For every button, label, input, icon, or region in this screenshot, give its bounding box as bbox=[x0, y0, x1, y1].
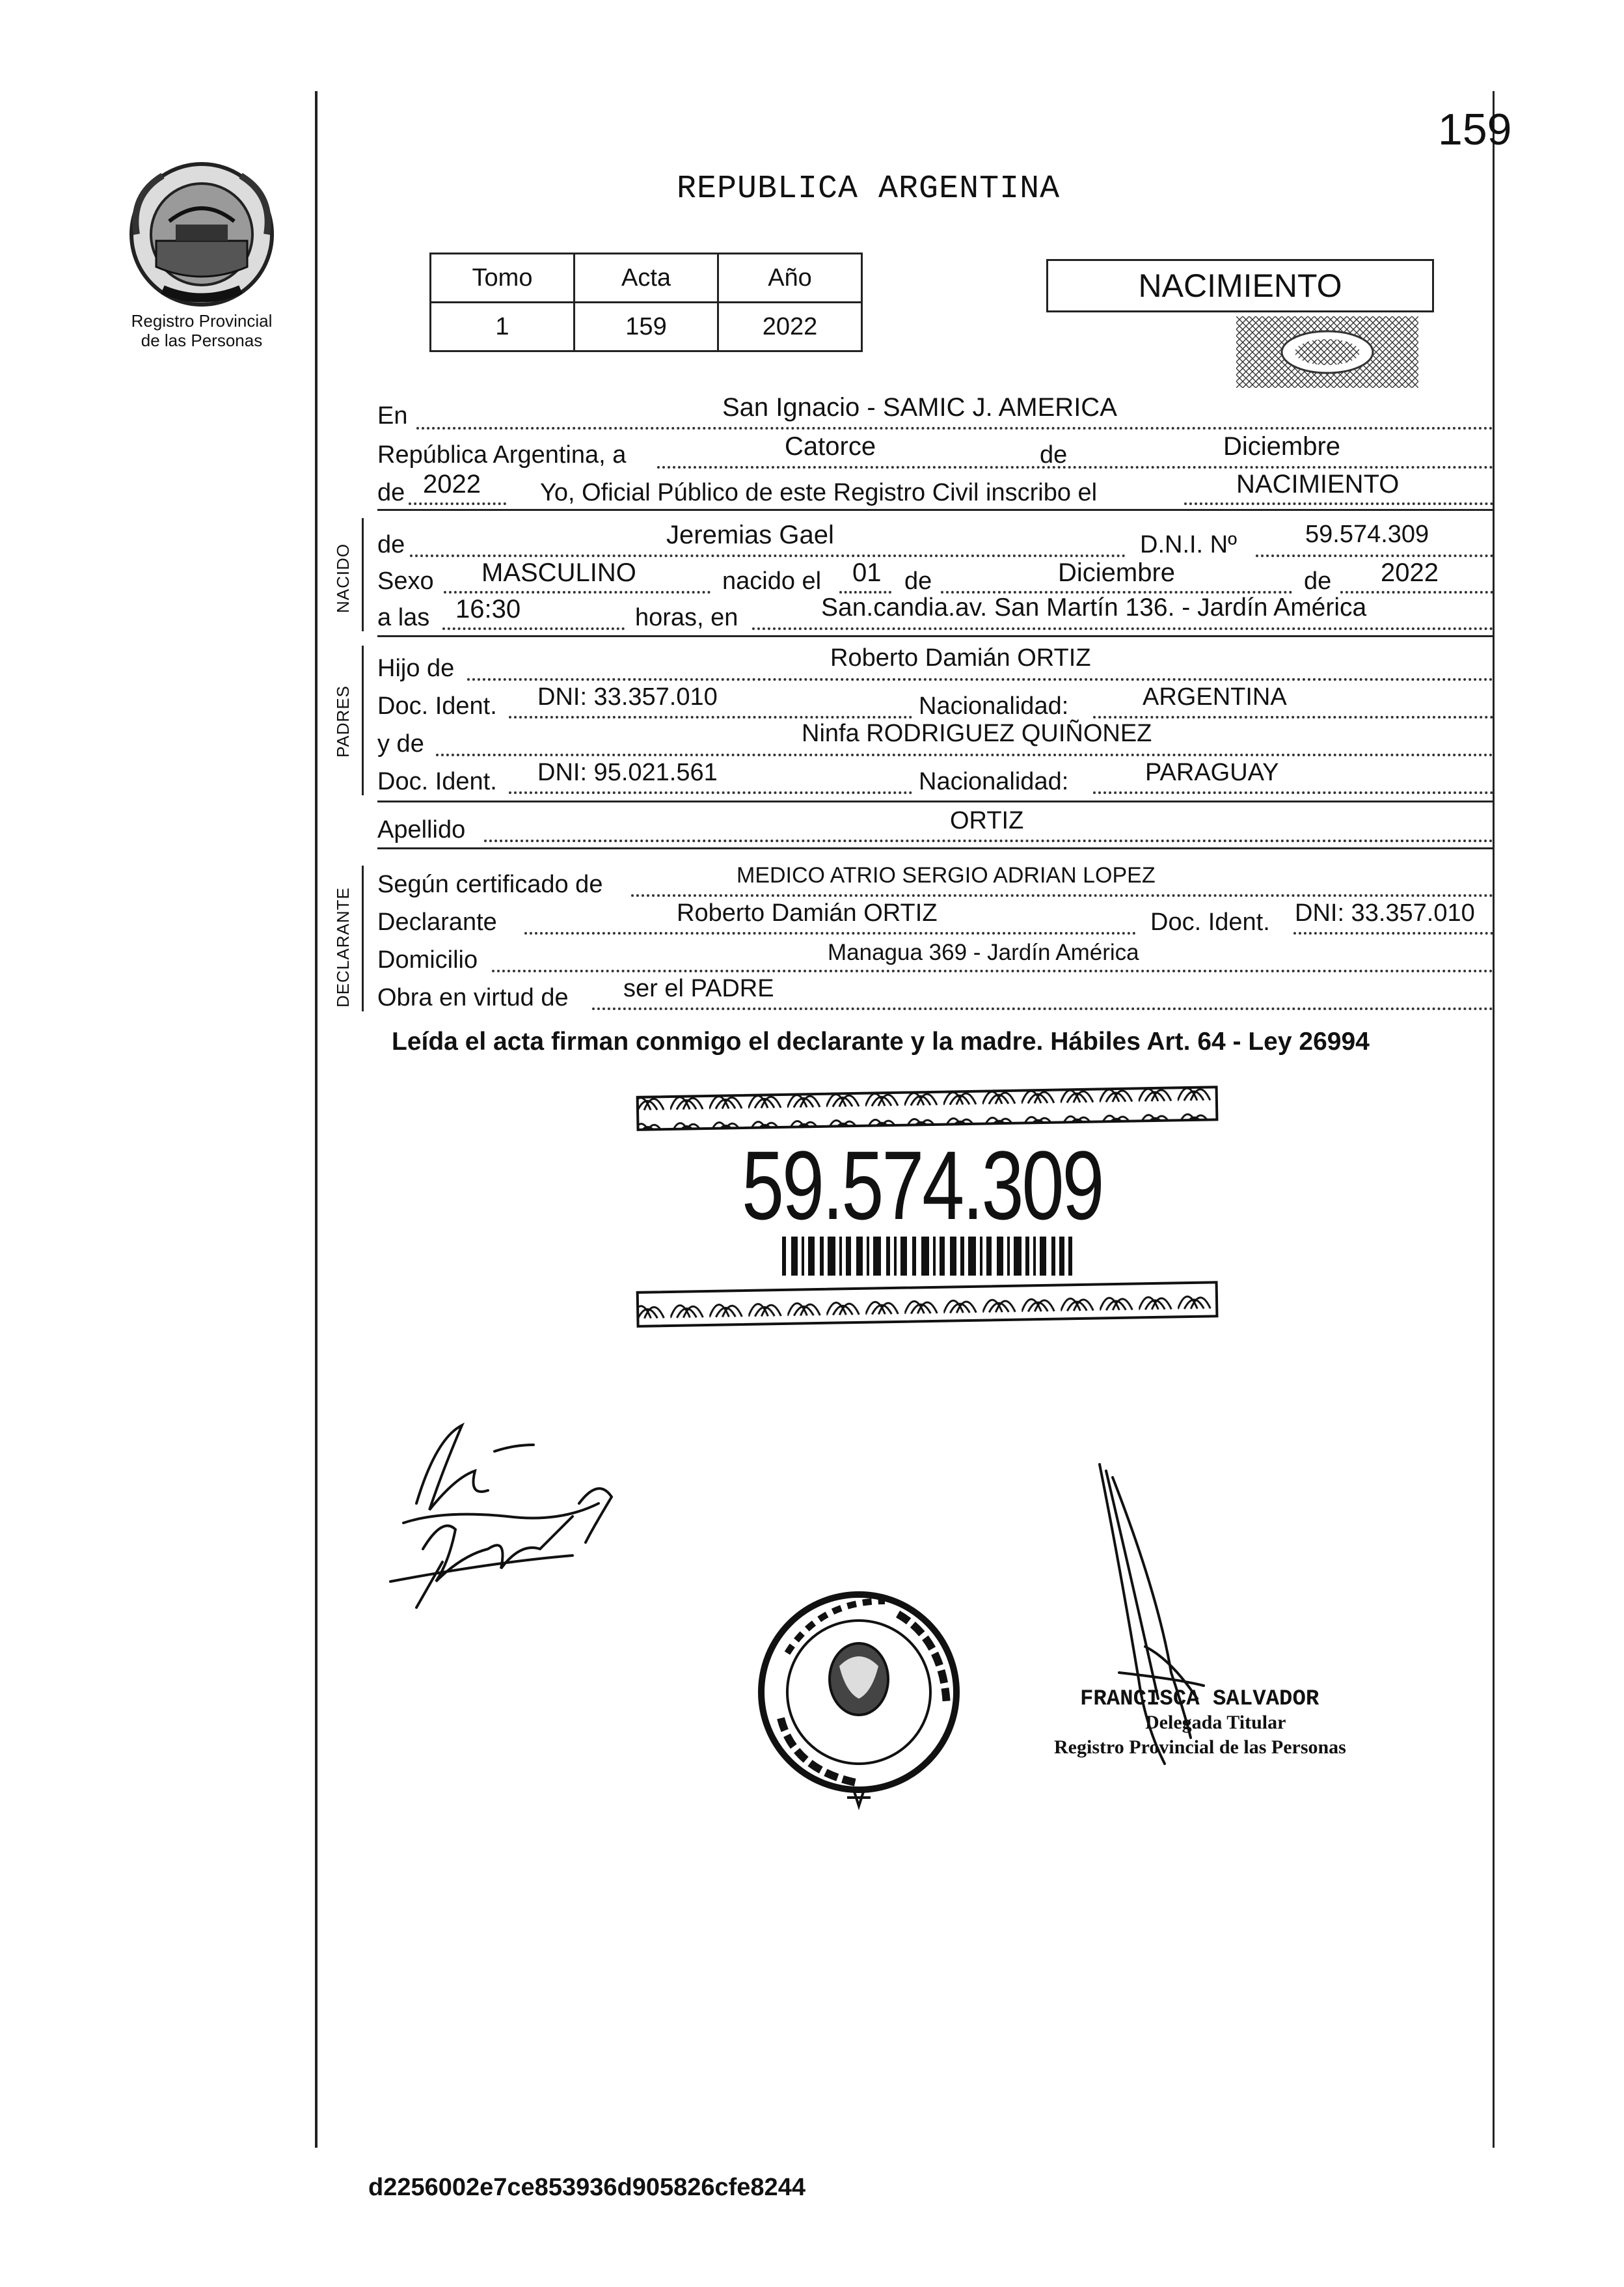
page-number: 159 bbox=[1438, 105, 1512, 154]
sexo-dots bbox=[444, 591, 710, 594]
record-value-ano: 2022 bbox=[718, 303, 862, 351]
father-doc-label: Doc. Ident. bbox=[377, 692, 497, 720]
nacido-section-label: NACIDO bbox=[333, 543, 353, 613]
de-label-2: de bbox=[377, 479, 405, 506]
padres-section-label: PADRES bbox=[333, 685, 353, 758]
declarant-doc-value: DNI: 33.357.010 bbox=[1295, 899, 1475, 927]
father-nationality-label: Nacionalidad: bbox=[919, 692, 1069, 720]
signatures-and-stamp bbox=[364, 1399, 1470, 1868]
republic-label: República Argentina, a bbox=[377, 441, 627, 469]
apellido-value: ORTIZ bbox=[950, 807, 1024, 834]
declarante-bracket bbox=[362, 866, 364, 1011]
registrar-office: Registro Provincial de las Personas bbox=[1054, 1736, 1346, 1758]
mother-nationality-value: PARAGUAY bbox=[1145, 759, 1279, 786]
birth-de-label: de bbox=[904, 568, 932, 595]
birth-time-value: 16:30 bbox=[455, 595, 521, 623]
nacido-bracket bbox=[362, 518, 364, 631]
right-margin-line bbox=[1493, 91, 1495, 2148]
mother-nationality-label: Nacionalidad: bbox=[919, 768, 1069, 795]
declarant-doc-label: Doc. Ident. bbox=[1150, 909, 1270, 936]
record-header-ano: Año bbox=[718, 254, 862, 303]
mother-doc-value: DNI: 95.021.561 bbox=[537, 759, 718, 786]
registry-label-line-2: de las Personas bbox=[141, 331, 263, 350]
capacity-dots bbox=[592, 1007, 1493, 1010]
father-doc-value: DNI: 33.357.010 bbox=[537, 683, 718, 711]
apellido-label: Apellido bbox=[377, 816, 466, 843]
obra-label: Obra en virtud de bbox=[377, 984, 569, 1011]
mother-name-value: Ninfa RODRIGUEZ QUIÑONEZ bbox=[802, 720, 1152, 747]
year-value: 2022 bbox=[423, 470, 481, 499]
month-value: Diciembre bbox=[1223, 432, 1341, 461]
padres-separator bbox=[377, 801, 1494, 802]
sexo-value: MASCULINO bbox=[481, 558, 636, 587]
place-value: San Ignacio - SAMIC J. AMERICA bbox=[722, 393, 1117, 422]
address-value: Managua 369 - Jardín América bbox=[828, 940, 1139, 965]
statement-text: Yo, Oficial Público de este Registro Civil inscribo el bbox=[540, 479, 1098, 506]
birth-place-value: San.candia.av. San Martín 136. - Jardín América bbox=[821, 594, 1367, 622]
acta-type-box: NACIMIENTO bbox=[1046, 259, 1434, 312]
de-label-1: de bbox=[1040, 441, 1068, 469]
birth-de-label-2: de bbox=[1304, 568, 1332, 595]
mother-doc-label: Doc. Ident. bbox=[377, 768, 497, 795]
name-dots bbox=[410, 555, 1126, 557]
father-name-value: Roberto Damián ORTIZ bbox=[830, 644, 1091, 672]
act-name-value: NACIMIENTO bbox=[1236, 470, 1400, 499]
official-round-stamp bbox=[761, 1595, 956, 1806]
declarante-label: Declarante bbox=[377, 909, 497, 936]
certificate-label: Según certificado de bbox=[377, 871, 603, 898]
birth-year-value: 2022 bbox=[1381, 558, 1439, 587]
father-dots bbox=[467, 678, 1493, 681]
hijo-de-label: Hijo de bbox=[377, 655, 455, 682]
apellido-dots bbox=[484, 840, 1493, 842]
father-doc-dots bbox=[509, 716, 912, 719]
dni-dots bbox=[1256, 555, 1493, 557]
father-nationality-dots bbox=[1093, 716, 1493, 719]
nacido-de-label: de bbox=[377, 531, 405, 558]
record-value-acta: 159 bbox=[575, 303, 718, 351]
mother-dots bbox=[436, 754, 1493, 756]
birth-day-value: 01 bbox=[852, 558, 882, 587]
mother-doc-dots bbox=[509, 791, 912, 794]
horas-label: horas, en bbox=[635, 604, 738, 631]
child-dni-value: 59.574.309 bbox=[1305, 521, 1429, 548]
dni-sticker-number: 59.574.309 bbox=[742, 1130, 1103, 1240]
birth-place-dots bbox=[752, 627, 1493, 630]
registrar-name: FRANCISCA SALVADOR bbox=[1080, 1687, 1320, 1712]
domicilio-label: Domicilio bbox=[377, 946, 478, 974]
declarant-name-value: Roberto Damián ORTIZ bbox=[677, 899, 938, 927]
declarant-doc-dots bbox=[1293, 932, 1493, 935]
record-table bbox=[429, 253, 863, 352]
time-dots bbox=[442, 627, 625, 630]
dni-label: D.N.I. Nº bbox=[1140, 531, 1237, 558]
year-dots bbox=[409, 502, 506, 505]
republic-dots bbox=[657, 466, 1493, 469]
nacido-el-label: nacido el bbox=[722, 568, 822, 595]
record-header-tomo: Tomo bbox=[431, 254, 575, 303]
mother-nationality-dots bbox=[1093, 791, 1493, 794]
sexo-label: Sexo bbox=[377, 568, 434, 595]
intro-separator bbox=[377, 509, 1494, 511]
security-hologram-seal bbox=[1236, 316, 1418, 388]
certificate-value: MEDICO ATRIO SERGIO ADRIAN LOPEZ bbox=[737, 863, 1156, 888]
registrar-role: Delegada Titular bbox=[1145, 1712, 1286, 1733]
birth-month-value: Diciembre bbox=[1058, 558, 1176, 587]
legal-note: Leída el acta firman conmigo el declarante y la madre. Hábiles Art. 64 - Ley 26994 bbox=[392, 1028, 1370, 1056]
apellido-separator bbox=[377, 847, 1494, 849]
nacido-separator bbox=[377, 635, 1494, 637]
en-label: En bbox=[377, 402, 408, 430]
footer-hash: d2256002e7ce853936d905826cfe8244 bbox=[368, 2174, 805, 2201]
declarant-dots bbox=[524, 932, 1136, 935]
certificate-dots bbox=[631, 894, 1493, 897]
province-coat-of-arms-logo bbox=[124, 156, 280, 312]
address-dots bbox=[492, 970, 1493, 972]
record-value-tomo: 1 bbox=[431, 303, 575, 351]
day-word-value: Catorce bbox=[785, 432, 876, 461]
record-header-acta: Acta bbox=[575, 254, 718, 303]
alas-label: a las bbox=[377, 604, 430, 631]
capacity-value: ser el PADRE bbox=[623, 975, 774, 1002]
registry-label-line-1: Registro Provincial bbox=[131, 311, 273, 331]
father-nationality-value: ARGENTINA bbox=[1143, 683, 1287, 711]
left-margin-line bbox=[315, 91, 318, 2148]
en-dots bbox=[416, 427, 1493, 430]
registry-label bbox=[98, 311, 306, 350]
padres-bracket bbox=[362, 646, 364, 795]
declarante-section-label: DECLARANTE bbox=[333, 887, 353, 1007]
act-name-dots bbox=[1184, 502, 1493, 505]
y-de-label: y de bbox=[377, 730, 424, 758]
document-title: REPUBLICA ARGENTINA bbox=[677, 171, 1061, 208]
declarant-signature bbox=[390, 1425, 612, 1608]
child-name-value: Jeremias Gael bbox=[666, 521, 834, 549]
